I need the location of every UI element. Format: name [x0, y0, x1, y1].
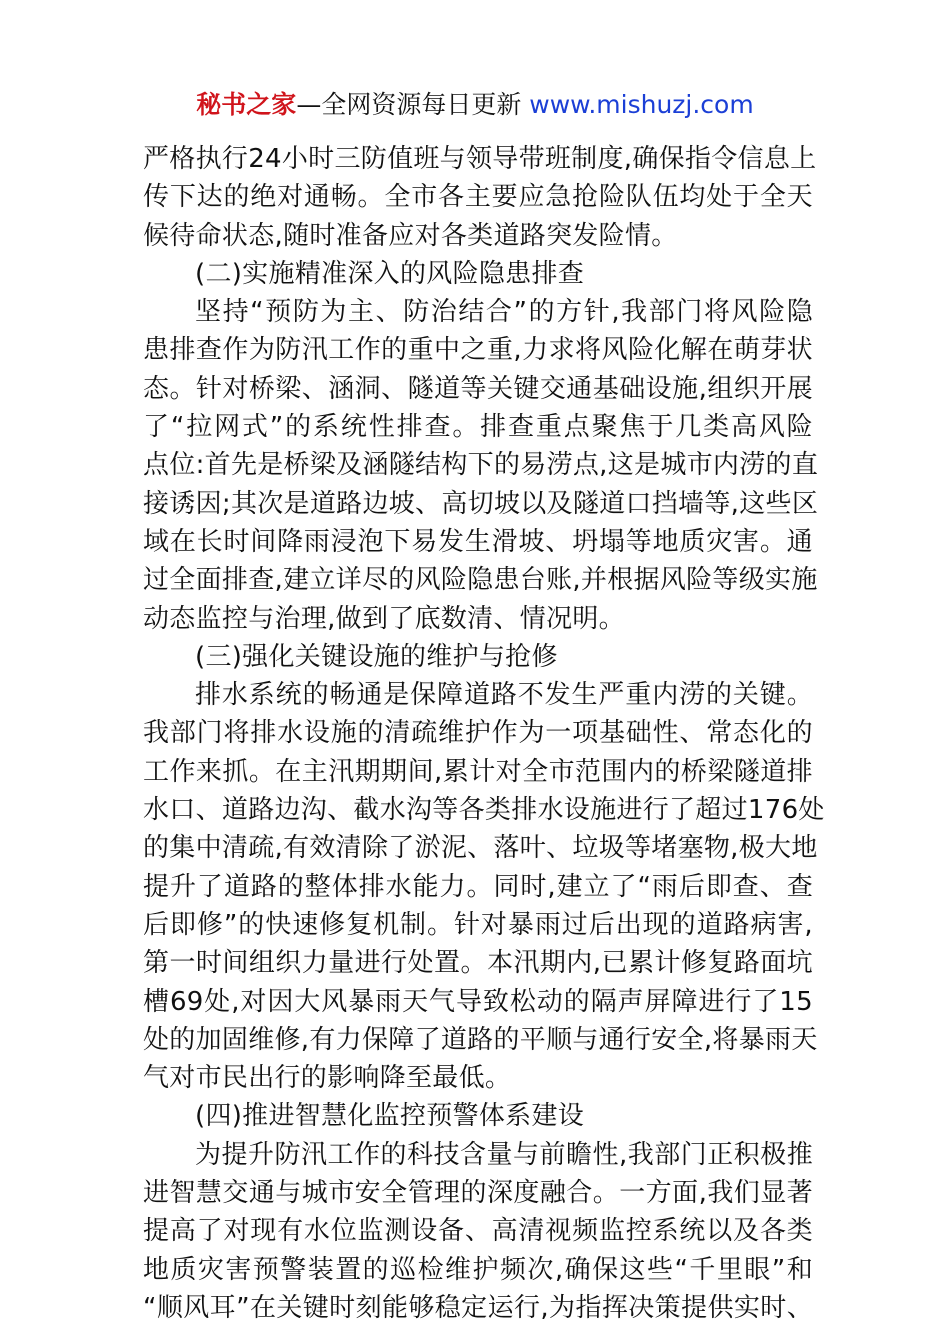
text-line: 提高了对现有水位监测设备、高清视频监控系统以及各类	[143, 1216, 813, 1247]
text-line: 地质灾害预警装置的巡检维护频次,确保这些“千里眼”和	[143, 1254, 813, 1285]
section-heading: (二)实施精准深入的风险隐患排查	[195, 258, 585, 289]
page-header	[0, 88, 950, 122]
section-heading: (三)强化关键设施的维护与抢修	[195, 641, 558, 672]
text-line: 为提升防汛工作的科技含量与前瞻性,我部门正积极推	[195, 1139, 813, 1170]
text-line: 第一时间组织力量进行处置。本汛期内,已累计修复路面坑	[143, 948, 813, 979]
text-line: 后即修”的快速修复机制。针对暴雨过后出现的道路病害,	[143, 909, 813, 940]
text-line: 排水系统的畅通是保障道路不发生严重内涝的关键。	[195, 680, 813, 711]
text-line: 点位:首先是桥梁及涵隧结构下的易涝点,这是城市内涝的直	[143, 450, 819, 481]
text-line: 坚持“预防为主、防治结合”的方针,我部门将风险隐	[195, 297, 813, 328]
header-tagline: 全网资源每日更新	[321, 90, 522, 119]
section-heading: (四)推进智慧化监控预警体系建设	[195, 1101, 585, 1132]
text-line: 严格执行24小时三防值班与领导带班制度,确保指令信息上	[143, 144, 817, 174]
text-line: 气对市民出行的影响降至最低。	[143, 1063, 512, 1094]
text-line: 了“拉网式”的系统性排查。排查重点聚焦于几类高风险	[143, 412, 813, 443]
text-line: “顺风耳”在关键时刻能够稳定运行,为指挥决策提供实时、	[143, 1292, 813, 1323]
text-line: 的集中清疏,有效清除了淤泥、落叶、垃圾等堵塞物,极大地	[143, 833, 818, 864]
header-separator: —	[296, 90, 322, 119]
text-line: 接诱因;其次是道路边坡、高切坡以及隧道口挡墙等,这些区	[143, 488, 819, 519]
brand-name: 秘书之家	[196, 90, 297, 119]
text-line: 态。针对桥梁、涵洞、隧道等关键交通基础设施,组织开展	[143, 373, 813, 404]
text-line: 水口、道路边沟、截水沟等各类排水设施进行了超过176处	[143, 795, 825, 826]
text-line: 工作来抓。在主汛期期间,累计对全市范围内的桥梁隧道排	[143, 756, 813, 787]
text-line: 患排查作为防汛工作的重中之重,力求将风险化解在萌芽状	[143, 335, 813, 366]
text-line: 进智慧交通与城市安全管理的深度融合。一方面,我们显著	[143, 1178, 813, 1209]
text-line: 处的加固维修,有力保障了道路的平顺与通行安全,将暴雨天	[143, 1024, 818, 1055]
text-line: 过全面排查,建立详尽的风险隐患台账,并根据风险等级实施	[143, 565, 818, 596]
text-line: 候待命状态,随时准备应对各类道路突发险情。	[143, 220, 678, 251]
document-body	[143, 140, 825, 1327]
text-line: 槽69处,对因大风暴雨天气导致松动的隔声屏障进行了15	[143, 986, 813, 1017]
site-url-link[interactable]: www.mishuzj.com	[529, 90, 754, 119]
text-line: 我部门将排水设施的清疏维护作为一项基础性、常态化的	[143, 718, 813, 749]
text-line: 提升了道路的整体排水能力。同时,建立了“雨后即查、查	[143, 871, 813, 902]
text-line: 动态监控与治理,做到了底数清、情况明。	[143, 603, 625, 634]
text-line: 域在长时间降雨浸泡下易发生滑坡、坍塌等地质灾害。通	[143, 526, 813, 557]
text-line: 传下达的绝对通畅。全市各主要应急抢险队伍均处于全天	[143, 182, 813, 213]
